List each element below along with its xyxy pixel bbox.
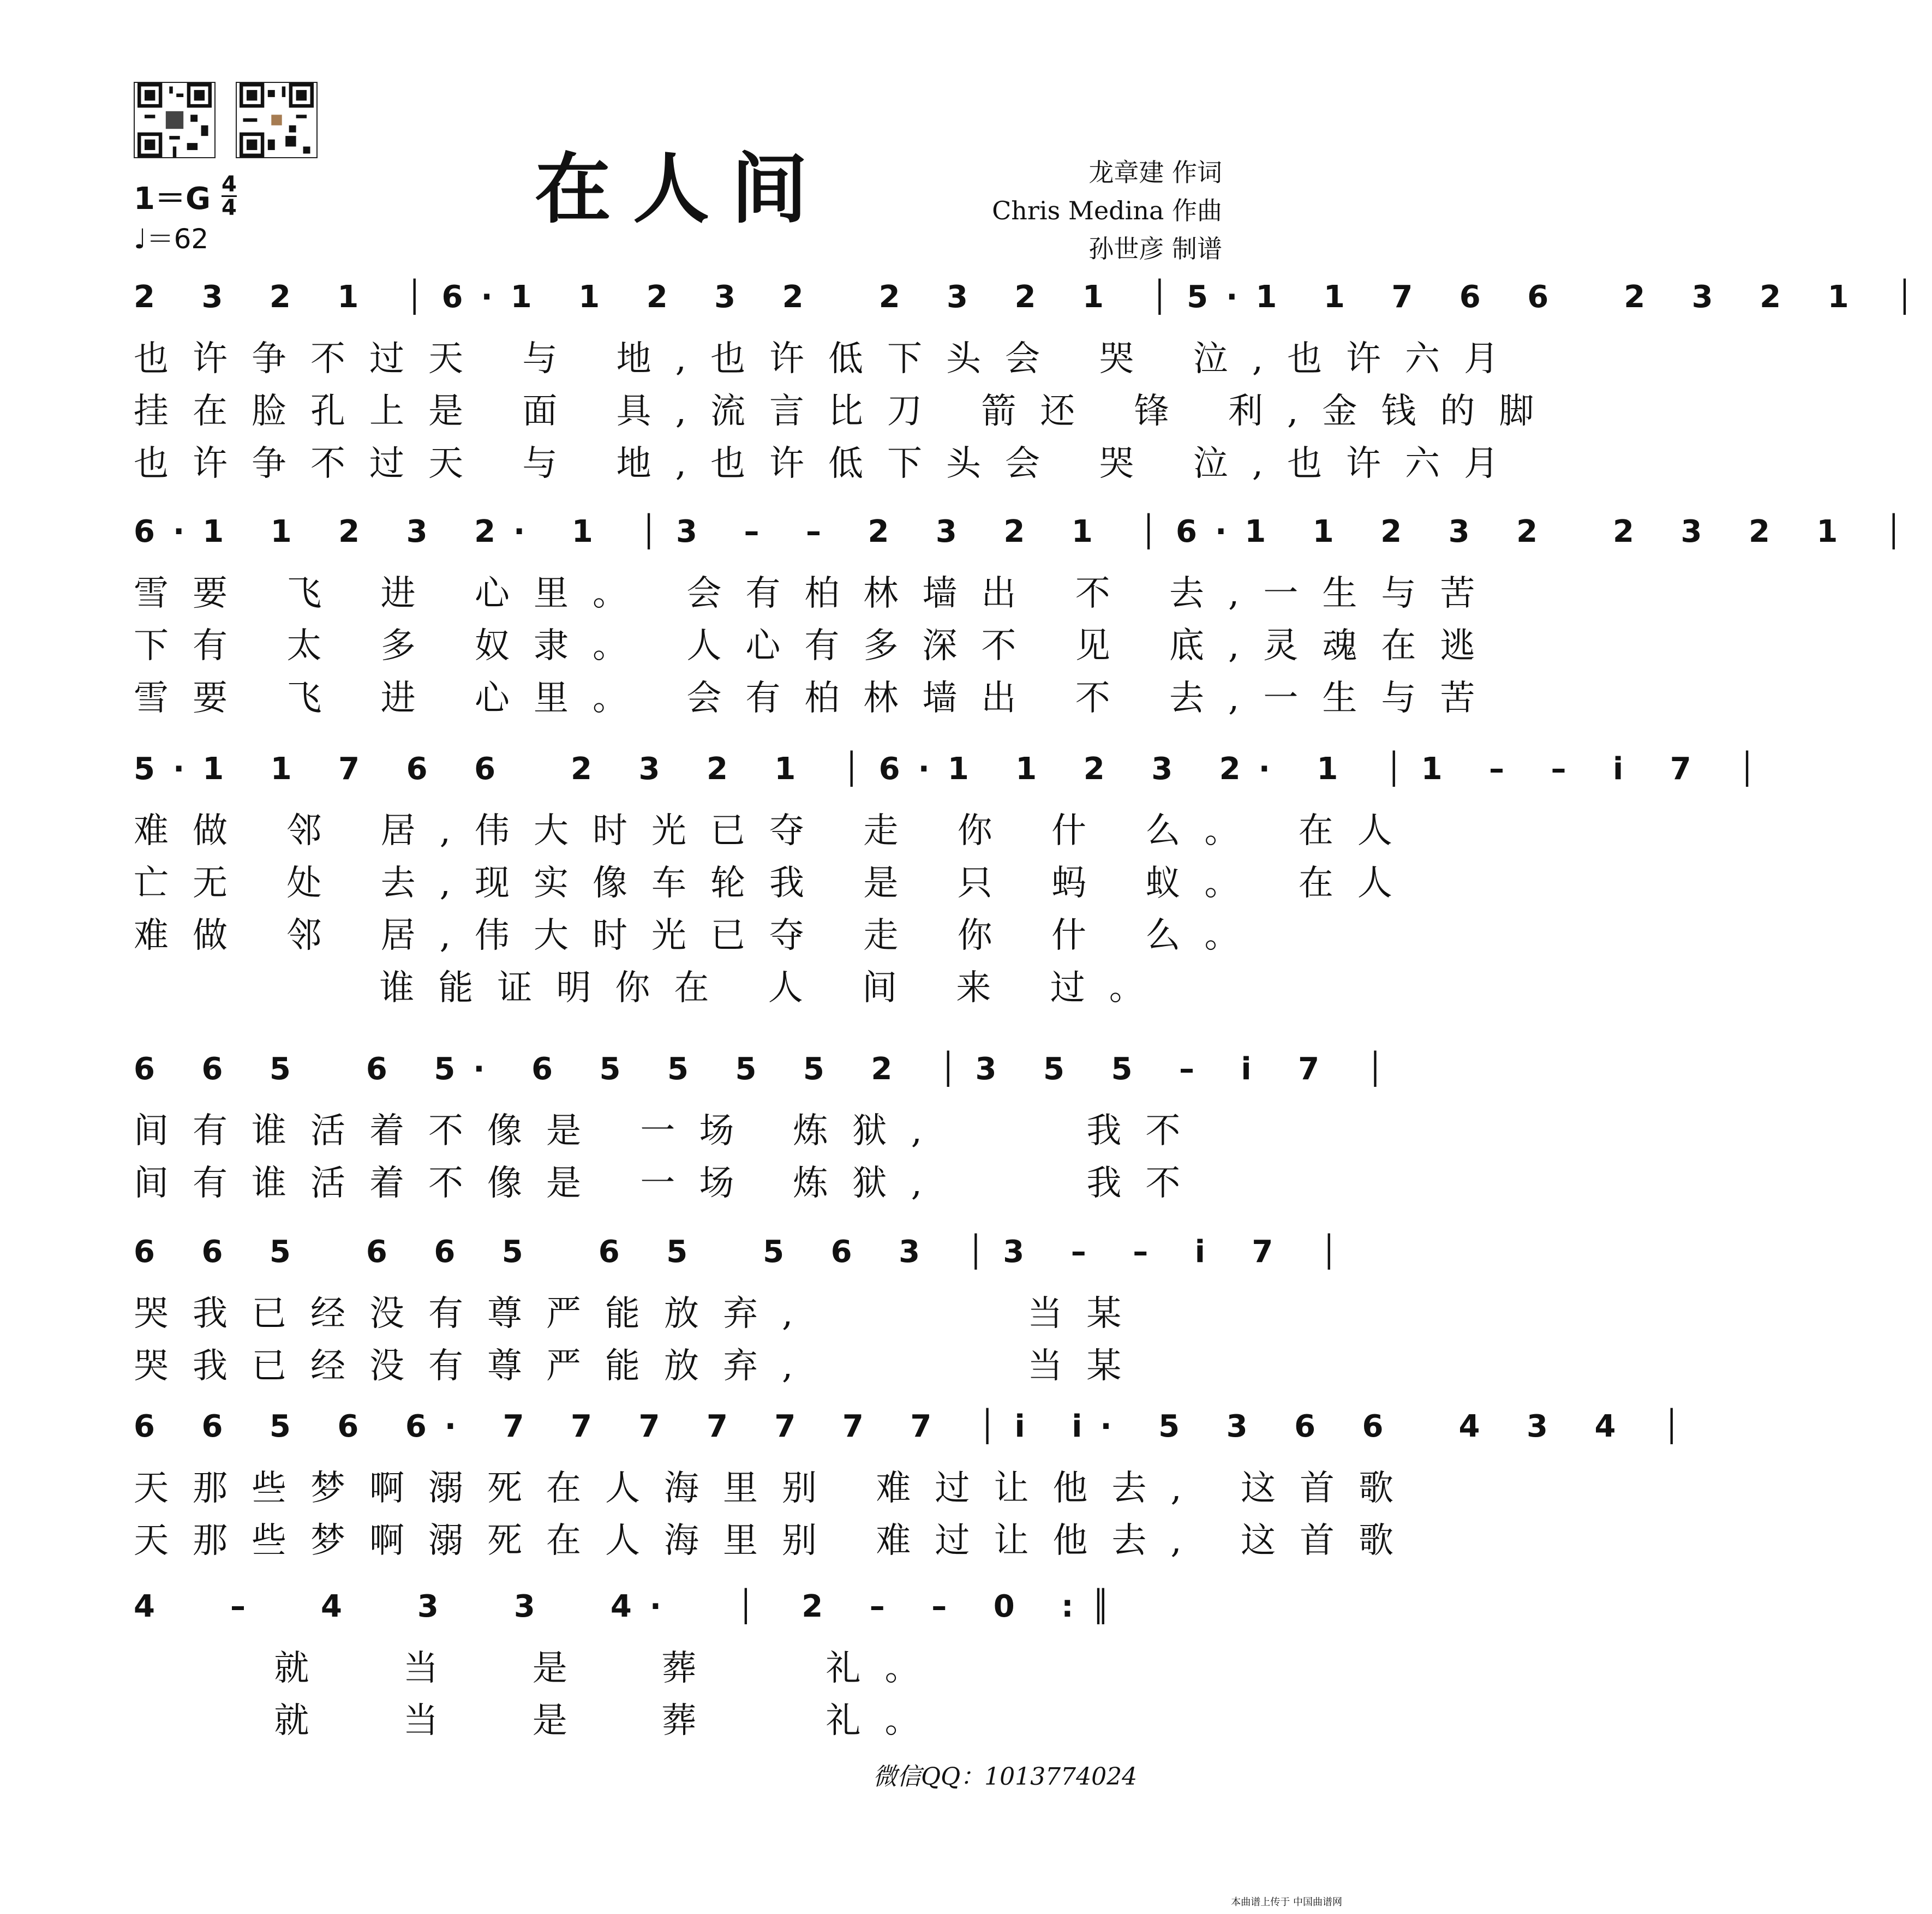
- notation-line: 6 6 5 6 5· 6 5 5 5 5 2 │3 5 5 – i 7 │: [134, 1051, 1403, 1087]
- lyric-line: 挂在脸孔上是 面 具,流言比刀 箭还 锋 利,金钱的脚: [134, 391, 1558, 432]
- lyric-line: 就 当 是 葬 礼。: [134, 1648, 944, 1689]
- notation-line: 6 6 5 6 6 5 6 5 5 6 3 │3 – – i 7 │: [134, 1234, 1356, 1270]
- lyric-line: 下有 太 多 奴隶。 人心有多深不 见 底,灵魂在逃: [134, 626, 1499, 666]
- notation-line: 6·1 1 2 3 2· 1 │3 – – 2 3 2 1 │6·1 1 2 3 2 2 3 2 1 │: [134, 514, 1921, 549]
- score-system: [134, 1582, 1222, 1747]
- time-signature-bottom: 4: [221, 195, 237, 220]
- qr-code-icon: [237, 83, 316, 157]
- tempo-mark: ♩＝62: [134, 223, 209, 255]
- notation-line: 6 6 5 6 6· 7 7 7 7 7 7 7 │i i· 5 3 6 6 4 3 4 │: [134, 1409, 1699, 1444]
- lyric-line: 谁能证明你在 人 间 来 过。: [134, 968, 1168, 1008]
- lyric-line: 也许争不过天 与 地,也许低下头会 哭 泣,也许六月: [134, 444, 1523, 484]
- lyric-line: 天那些梦啊溺死在人海里别 难过让他去, 这首歌: [134, 1468, 1418, 1509]
- key-label: 1＝G: [134, 181, 211, 217]
- key-signature: [134, 174, 237, 219]
- score-system: [134, 1045, 1403, 1210]
- notation-line: 2 3 2 1 │6·1 1 2 3 2 2 3 2 1 │5·1 1 7 6 6 2 3 2 1 │: [134, 279, 1932, 315]
- time-signature-top: 4: [221, 172, 237, 197]
- arranger-credit: 孙世彦 制谱: [1088, 234, 1222, 264]
- lyric-line: 亡无 处 去,现实像车轮我 是 只 蚂 蚁。 在人: [134, 863, 1416, 904]
- score-system: [134, 1228, 1356, 1392]
- notation-line: 4 – 4 3 3 4· │ 2 – – 0 :║: [134, 1589, 1128, 1624]
- lyric-line: 雪要 飞 进 心里。 会有柏林墙出 不 去,一生与苦: [134, 573, 1499, 614]
- score-system: [134, 745, 1774, 1014]
- lyric-line: 就 当 是 葬 礼。: [134, 1701, 944, 1741]
- lyric-line: 间有谁活着不像是 一场 炼狱, 我不: [134, 1163, 1205, 1204]
- qr-code-image: [134, 82, 216, 158]
- score-system: [134, 1402, 1699, 1567]
- song-title: 在人间: [535, 145, 830, 234]
- lyric-line: 间有谁活着不像是 一场 炼狱, 我不: [134, 1111, 1205, 1151]
- qr-code-icon: [135, 83, 214, 157]
- contact-info: 微信QQ：1013774024: [873, 1763, 1138, 1791]
- lyric-line: 雪要 飞 进 心里。 会有柏林墙出 不 去,一生与苦: [134, 678, 1499, 719]
- lyricist-credit: 龙章建 作词: [1088, 158, 1222, 187]
- notation-line: 5·1 1 7 6 6 2 3 2 1 │6·1 1 2 3 2· 1 │1 – – i 7 │: [134, 751, 1774, 787]
- lyric-line: 难做 邻 居,伟大时光已夺 走 你 什 么。 在人: [134, 811, 1416, 851]
- lyric-line: 也许争不过天 与 地,也许低下头会 哭 泣,也许六月: [134, 339, 1523, 379]
- qr-code-image: [236, 82, 318, 158]
- time-signature: [222, 174, 237, 219]
- lyric-line: 难做 邻 居,伟大时光已夺 走 你 什 么。: [134, 916, 1264, 956]
- lyric-line: 哭我已经没有尊严能放弃, 当某: [134, 1294, 1146, 1334]
- footer-note: 本曲谱上传于 中国曲谱网: [1231, 1897, 1342, 1908]
- lyric-line: 天那些梦啊溺死在人海里别 难过让他去, 这首歌: [134, 1521, 1418, 1561]
- score-system: [134, 507, 1921, 725]
- score-system: [134, 273, 1932, 490]
- lyric-line: 哭我已经没有尊严能放弃, 当某: [134, 1346, 1146, 1386]
- composer-credit: Chris Medina 作曲: [992, 196, 1222, 225]
